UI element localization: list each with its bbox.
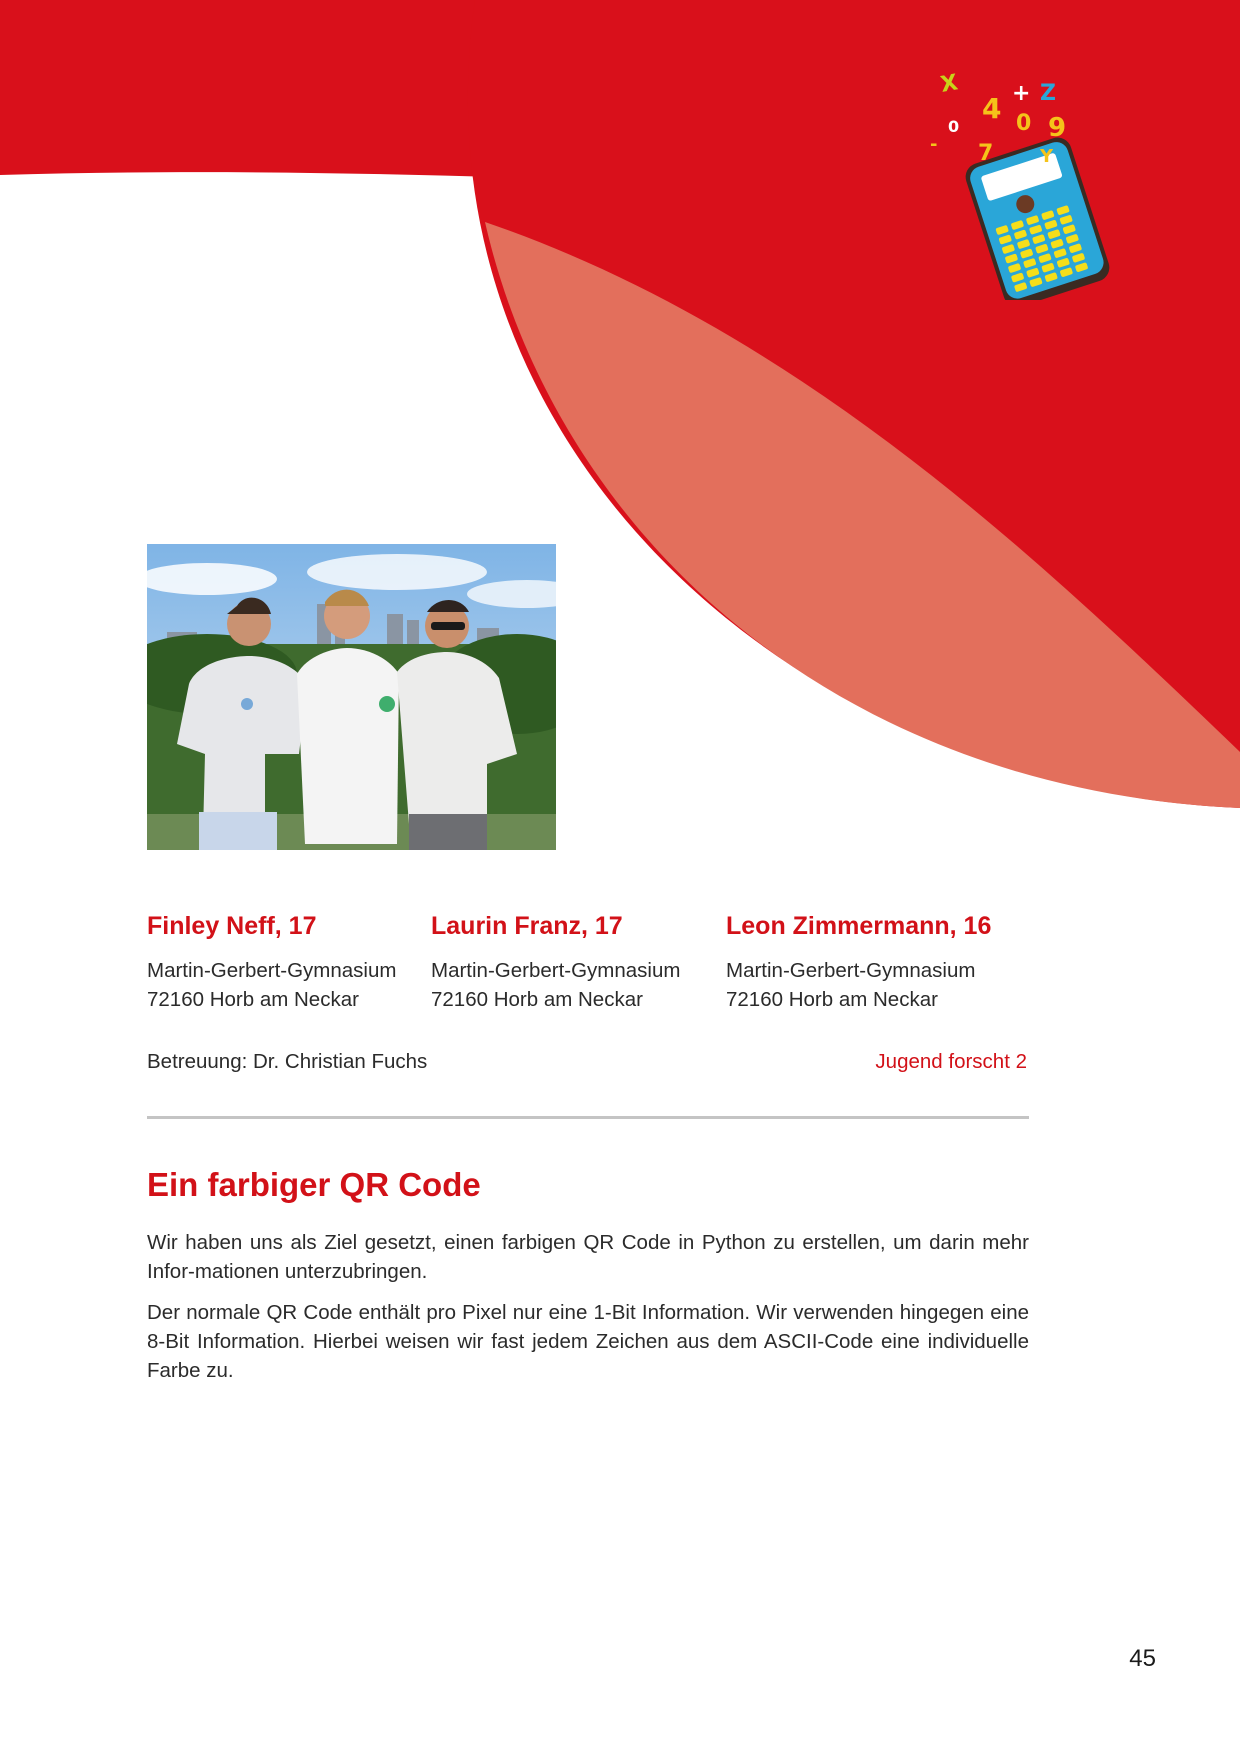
svg-text:Y: Y [1040, 146, 1054, 167]
svg-text:Z: Z [1040, 81, 1056, 106]
svg-text:X: X [938, 70, 960, 98]
supervision-text: Betreuung: Dr. Christian Fuchs [147, 1050, 428, 1073]
category-label: Jugend forscht 2 [875, 1050, 1027, 1073]
participant-card [147, 910, 447, 1014]
participant-city: 72160 Horb am Neckar [431, 988, 643, 1011]
participant-card [726, 910, 1026, 1014]
svg-text:9: 9 [1048, 113, 1067, 143]
svg-text:0: 0 [1016, 111, 1032, 136]
project-title: Ein farbiger QR Code [147, 1166, 481, 1203]
project-description [147, 1228, 1029, 1397]
section-divider [147, 1116, 1029, 1119]
participant-name: Leon Zimmermann, 16 [726, 912, 992, 940]
svg-text:-: - [930, 134, 938, 155]
page-number: 45 [1129, 1645, 1156, 1672]
calculator-icon [920, 70, 1130, 300]
participant-name: Finley Neff, 17 [147, 912, 317, 940]
participant-name: Laurin Franz, 17 [431, 912, 623, 940]
svg-text:7: 7 [978, 141, 994, 166]
svg-text:4: 4 [982, 92, 1002, 125]
group-photo [147, 544, 556, 850]
participant-school: Martin-Gerbert-Gymnasium [147, 959, 397, 982]
participant-school: Martin-Gerbert-Gymnasium [431, 959, 681, 982]
participant-card [431, 910, 731, 1014]
svg-text:0: 0 [948, 117, 960, 136]
svg-text:+: + [1012, 81, 1031, 106]
description-paragraph: Der normale QR Code enthält pro Pixel nur eine 1-Bit Information. Wir verwenden hingegen eine 8-Bit Information. Hierbei weisen wir fast jedem Zeichen aus dem ASCII-Code eine individuelle Farbe zu. [147, 1301, 1029, 1382]
participant-city: 72160 Horb am Neckar [147, 988, 359, 1011]
description-paragraph: Wir haben uns als Ziel gesetzt, einen farbigen QR Code in Python zu erstellen, um darin mehr Infor-mationen unterzubringen. [147, 1231, 1029, 1283]
participant-school: Martin-Gerbert-Gymnasium [726, 959, 976, 982]
participant-city: 72160 Horb am Neckar [726, 988, 938, 1011]
